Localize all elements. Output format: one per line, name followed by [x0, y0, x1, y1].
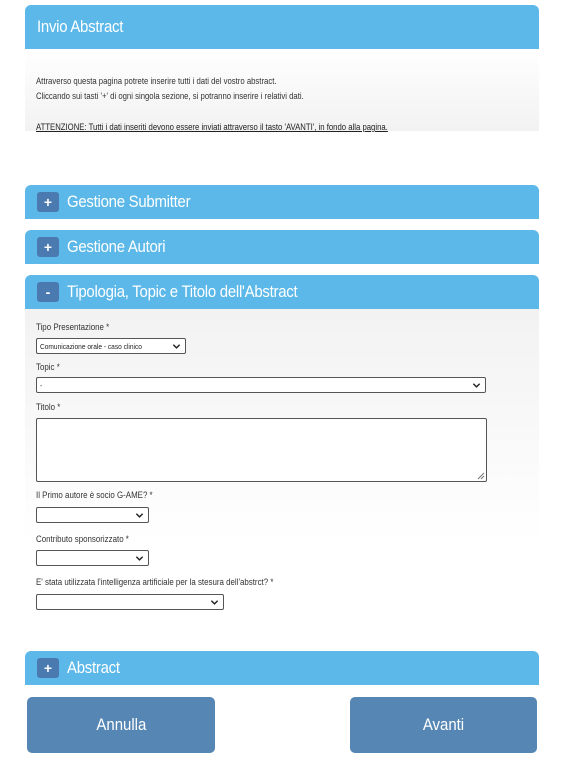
- collapse-tipologia-button[interactable]: -: [37, 282, 59, 302]
- socio-label: Il Primo autore è socio G-AME? *: [36, 490, 153, 500]
- resize-handle-icon[interactable]: [477, 472, 485, 480]
- section-submitter-header[interactable]: [25, 185, 539, 219]
- annulla-button-label: Annulla: [96, 715, 146, 734]
- expand-submitter-button[interactable]: +: [37, 192, 59, 212]
- section-autori-header[interactable]: [25, 230, 539, 264]
- topic-select[interactable]: [36, 377, 486, 393]
- intro-line-1: Attraverso questa pagina potrete inserire tutti i dati del vostro abstract.: [36, 76, 277, 86]
- chevron-down-icon: [135, 511, 144, 520]
- tipo-presentazione-value: Comunicazione orale - caso clinico: [40, 341, 142, 351]
- intro-header: [25, 5, 539, 49]
- chevron-down-icon: [135, 554, 144, 563]
- intro-body: [25, 49, 539, 131]
- contributo-label: Contributo sponsorizzato *: [36, 534, 129, 544]
- avanti-button-label: Avanti: [422, 715, 465, 734]
- ia-label: E' stata utilizzata l'intelligenza artificiale per la stesura dell'abstrct? *: [36, 577, 274, 587]
- intro-attention: ATTENZIONE: Tutti i dati inseriti devono essere inviati attraverso il tasto 'AVANTI', in fondo alla pagina.: [36, 122, 388, 132]
- tipo-presentazione-label: Tipo Presentazione *: [36, 322, 110, 332]
- intro-title: Invio Abstract: [37, 17, 124, 36]
- socio-select[interactable]: [36, 507, 149, 523]
- chevron-down-icon: [472, 381, 481, 390]
- annulla-button[interactable]: [27, 697, 215, 753]
- topic-label: Topic *: [36, 362, 60, 372]
- titolo-label: Titolo *: [36, 402, 61, 412]
- ia-select[interactable]: [36, 594, 224, 610]
- section-tipologia-title: Tipologia, Topic e Titolo dell'Abstract: [67, 282, 298, 301]
- chevron-down-icon: [172, 342, 181, 351]
- chevron-down-icon: [210, 598, 219, 607]
- tipo-presentazione-select[interactable]: [36, 338, 186, 354]
- topic-value: -: [40, 380, 43, 390]
- intro-line-2: Cliccando sui tasti '+' di ogni singola sezione, si potranno inserire i relativi dati.: [36, 91, 304, 101]
- contributo-select[interactable]: [36, 550, 149, 566]
- section-abstract-header[interactable]: [25, 651, 539, 685]
- expand-autori-button[interactable]: +: [37, 237, 59, 257]
- section-autori-title: Gestione Autori: [67, 237, 166, 256]
- section-abstract-title: Abstract: [67, 658, 120, 677]
- titolo-textarea[interactable]: [36, 418, 487, 482]
- section-submitter-title: Gestione Submitter: [67, 192, 191, 211]
- avanti-button[interactable]: [350, 697, 537, 753]
- expand-abstract-button[interactable]: +: [37, 658, 59, 678]
- section-tipologia-header[interactable]: [25, 275, 539, 309]
